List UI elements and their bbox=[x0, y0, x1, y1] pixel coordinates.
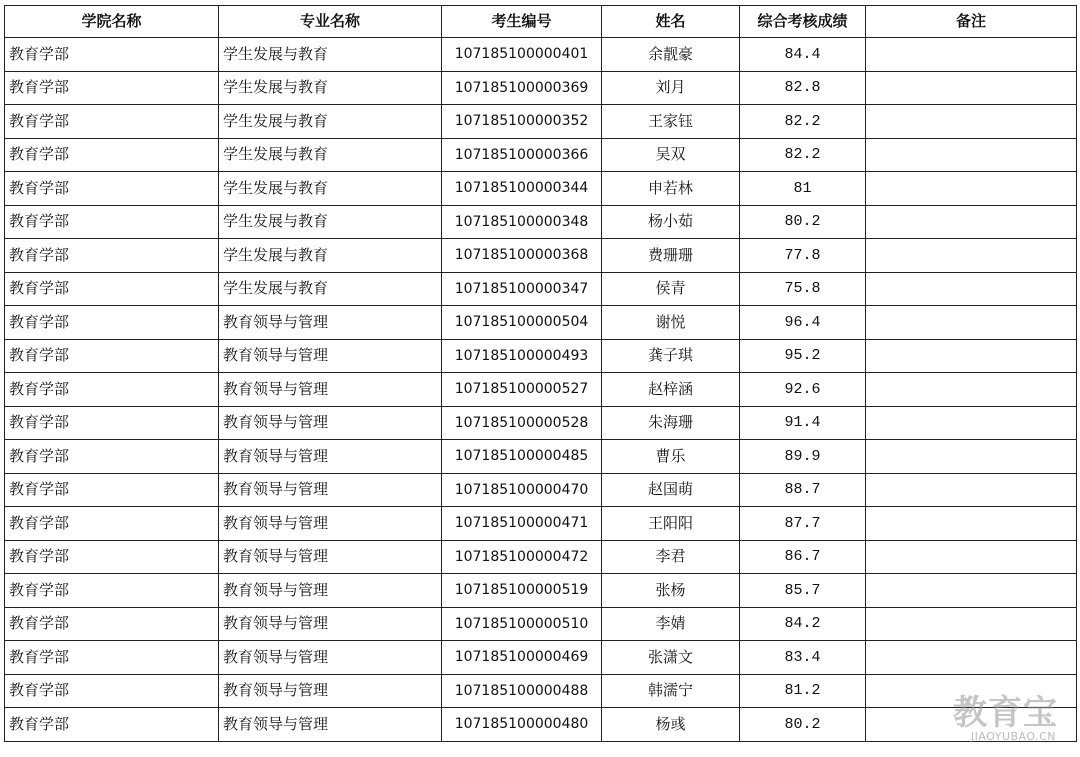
header-candidate-id: 考生编号 bbox=[442, 6, 602, 38]
cell-candidate-id: 107185100000347 bbox=[442, 272, 602, 306]
cell-candidate-id: 107185100000470 bbox=[442, 473, 602, 507]
header-score: 综合考核成绩 bbox=[740, 6, 866, 38]
cell-score: 96.4 bbox=[740, 306, 866, 340]
cell-remarks bbox=[866, 440, 1077, 474]
table-row bbox=[5, 138, 1077, 172]
cell-score: 92.6 bbox=[740, 373, 866, 407]
cell-candidate-id: 107185100000368 bbox=[442, 239, 602, 273]
cell-candidate-id: 107185100000348 bbox=[442, 205, 602, 239]
header-college: 学院名称 bbox=[5, 6, 219, 38]
results-sheet bbox=[4, 5, 1076, 753]
cell-name: 朱海珊 bbox=[602, 406, 740, 440]
cell-college: 教育学部 bbox=[5, 708, 219, 742]
cell-major: 学生发展与教育 bbox=[219, 138, 442, 172]
cell-candidate-id: 107185100000493 bbox=[442, 339, 602, 373]
cell-major: 学生发展与教育 bbox=[219, 71, 442, 105]
table-row bbox=[5, 507, 1077, 541]
cell-remarks bbox=[866, 172, 1077, 206]
table-row bbox=[5, 641, 1077, 675]
cell-candidate-id: 107185100000472 bbox=[442, 540, 602, 574]
cell-remarks bbox=[866, 306, 1077, 340]
cell-college: 教育学部 bbox=[5, 540, 219, 574]
table-row bbox=[5, 105, 1077, 139]
table-row bbox=[5, 574, 1077, 608]
cell-remarks bbox=[866, 38, 1077, 72]
cell-candidate-id: 107185100000519 bbox=[442, 574, 602, 608]
cell-name: 王家钰 bbox=[602, 105, 740, 139]
cell-college: 教育学部 bbox=[5, 373, 219, 407]
cell-college: 教育学部 bbox=[5, 406, 219, 440]
cell-college: 教育学部 bbox=[5, 71, 219, 105]
cell-remarks bbox=[866, 239, 1077, 273]
cell-name: 吴双 bbox=[602, 138, 740, 172]
cell-major: 教育领导与管理 bbox=[219, 674, 442, 708]
table-body bbox=[5, 38, 1077, 742]
cell-college: 教育学部 bbox=[5, 138, 219, 172]
table-row bbox=[5, 205, 1077, 239]
table-row bbox=[5, 339, 1077, 373]
cell-score: 80.2 bbox=[740, 205, 866, 239]
cell-major: 教育领导与管理 bbox=[219, 641, 442, 675]
cell-college: 教育学部 bbox=[5, 172, 219, 206]
table-header-row bbox=[5, 6, 1077, 38]
cell-major: 教育领导与管理 bbox=[219, 708, 442, 742]
header-major: 专业名称 bbox=[219, 6, 442, 38]
cell-remarks bbox=[866, 373, 1077, 407]
cell-college: 教育学部 bbox=[5, 507, 219, 541]
header-remarks: 备注 bbox=[866, 6, 1077, 38]
cell-score: 77.8 bbox=[740, 239, 866, 273]
cell-candidate-id: 107185100000480 bbox=[442, 708, 602, 742]
cell-name: 赵国萌 bbox=[602, 473, 740, 507]
cell-remarks bbox=[866, 641, 1077, 675]
cell-name: 侯青 bbox=[602, 272, 740, 306]
table-row bbox=[5, 708, 1077, 742]
cell-college: 教育学部 bbox=[5, 205, 219, 239]
cell-college: 教育学部 bbox=[5, 574, 219, 608]
table-row bbox=[5, 373, 1077, 407]
cell-candidate-id: 107185100000352 bbox=[442, 105, 602, 139]
cell-major: 教育领导与管理 bbox=[219, 607, 442, 641]
table-row bbox=[5, 239, 1077, 273]
cell-remarks bbox=[866, 708, 1077, 742]
table-row bbox=[5, 38, 1077, 72]
cell-name: 曹乐 bbox=[602, 440, 740, 474]
cell-score: 82.2 bbox=[740, 105, 866, 139]
cell-remarks bbox=[866, 674, 1077, 708]
cell-major: 教育领导与管理 bbox=[219, 540, 442, 574]
cell-name: 龚子琪 bbox=[602, 339, 740, 373]
cell-score: 82.2 bbox=[740, 138, 866, 172]
cell-name: 赵梓涵 bbox=[602, 373, 740, 407]
cell-college: 教育学部 bbox=[5, 440, 219, 474]
cell-remarks bbox=[866, 574, 1077, 608]
results-table bbox=[4, 5, 1077, 742]
cell-name: 张杨 bbox=[602, 574, 740, 608]
table-row bbox=[5, 172, 1077, 206]
watermark-url: JIAOYUBAO.CN bbox=[970, 730, 1056, 743]
cell-score: 85.7 bbox=[740, 574, 866, 608]
cell-college: 教育学部 bbox=[5, 674, 219, 708]
cell-candidate-id: 107185100000510 bbox=[442, 607, 602, 641]
table-row bbox=[5, 306, 1077, 340]
table-row bbox=[5, 406, 1077, 440]
cell-major: 学生发展与教育 bbox=[219, 205, 442, 239]
cell-major: 教育领导与管理 bbox=[219, 373, 442, 407]
cell-major: 教育领导与管理 bbox=[219, 574, 442, 608]
cell-major: 学生发展与教育 bbox=[219, 272, 442, 306]
cell-score: 82.8 bbox=[740, 71, 866, 105]
cell-name: 王阳阳 bbox=[602, 507, 740, 541]
cell-major: 学生发展与教育 bbox=[219, 38, 442, 72]
cell-score: 95.2 bbox=[740, 339, 866, 373]
cell-score: 87.7 bbox=[740, 507, 866, 541]
cell-score: 75.8 bbox=[740, 272, 866, 306]
cell-score: 83.4 bbox=[740, 641, 866, 675]
cell-name: 韩濡宁 bbox=[602, 674, 740, 708]
cell-college: 教育学部 bbox=[5, 38, 219, 72]
cell-candidate-id: 107185100000366 bbox=[442, 138, 602, 172]
cell-candidate-id: 107185100000485 bbox=[442, 440, 602, 474]
cell-score: 80.2 bbox=[740, 708, 866, 742]
cell-name: 谢悦 bbox=[602, 306, 740, 340]
cell-candidate-id: 107185100000369 bbox=[442, 71, 602, 105]
cell-remarks bbox=[866, 473, 1077, 507]
cell-candidate-id: 107185100000401 bbox=[442, 38, 602, 72]
cell-name: 张潇文 bbox=[602, 641, 740, 675]
cell-major: 教育领导与管理 bbox=[219, 406, 442, 440]
cell-score: 84.2 bbox=[740, 607, 866, 641]
watermark-text: 教育宝 bbox=[953, 693, 1058, 733]
table-row bbox=[5, 71, 1077, 105]
table-row bbox=[5, 540, 1077, 574]
table-row bbox=[5, 473, 1077, 507]
cell-college: 教育学部 bbox=[5, 641, 219, 675]
cell-remarks bbox=[866, 105, 1077, 139]
cell-score: 91.4 bbox=[740, 406, 866, 440]
cell-remarks bbox=[866, 406, 1077, 440]
cell-candidate-id: 107185100000344 bbox=[442, 172, 602, 206]
cell-remarks bbox=[866, 339, 1077, 373]
cell-remarks bbox=[866, 607, 1077, 641]
cell-remarks bbox=[866, 507, 1077, 541]
cell-remarks bbox=[866, 138, 1077, 172]
cell-name: 刘月 bbox=[602, 71, 740, 105]
cell-candidate-id: 107185100000528 bbox=[442, 406, 602, 440]
cell-name: 李婧 bbox=[602, 607, 740, 641]
cell-candidate-id: 107185100000469 bbox=[442, 641, 602, 675]
cell-major: 教育领导与管理 bbox=[219, 339, 442, 373]
cell-college: 教育学部 bbox=[5, 607, 219, 641]
cell-score: 84.4 bbox=[740, 38, 866, 72]
cell-college: 教育学部 bbox=[5, 306, 219, 340]
cell-name: 杨彧 bbox=[602, 708, 740, 742]
cell-major: 教育领导与管理 bbox=[219, 440, 442, 474]
cell-remarks bbox=[866, 205, 1077, 239]
cell-college: 教育学部 bbox=[5, 105, 219, 139]
cell-candidate-id: 107185100000488 bbox=[442, 674, 602, 708]
cell-name: 杨小茹 bbox=[602, 205, 740, 239]
cell-major: 教育领导与管理 bbox=[219, 507, 442, 541]
table-row bbox=[5, 607, 1077, 641]
cell-score: 86.7 bbox=[740, 540, 866, 574]
cell-score: 89.9 bbox=[740, 440, 866, 474]
cell-name: 李君 bbox=[602, 540, 740, 574]
cell-college: 教育学部 bbox=[5, 339, 219, 373]
cell-candidate-id: 107185100000504 bbox=[442, 306, 602, 340]
cell-candidate-id: 107185100000471 bbox=[442, 507, 602, 541]
cell-major: 学生发展与教育 bbox=[219, 239, 442, 273]
cell-college: 教育学部 bbox=[5, 272, 219, 306]
cell-major: 教育领导与管理 bbox=[219, 306, 442, 340]
cell-major: 教育领导与管理 bbox=[219, 473, 442, 507]
cell-major: 学生发展与教育 bbox=[219, 105, 442, 139]
table-row bbox=[5, 440, 1077, 474]
header-name: 姓名 bbox=[602, 6, 740, 38]
cell-college: 教育学部 bbox=[5, 239, 219, 273]
cell-score: 81 bbox=[740, 172, 866, 206]
cell-remarks bbox=[866, 71, 1077, 105]
cell-remarks bbox=[866, 540, 1077, 574]
table-row bbox=[5, 272, 1077, 306]
cell-score: 88.7 bbox=[740, 473, 866, 507]
cell-score: 81.2 bbox=[740, 674, 866, 708]
cell-college: 教育学部 bbox=[5, 473, 219, 507]
cell-name: 费珊珊 bbox=[602, 239, 740, 273]
cell-name: 余靓豪 bbox=[602, 38, 740, 72]
cell-candidate-id: 107185100000527 bbox=[442, 373, 602, 407]
table-row bbox=[5, 674, 1077, 708]
cell-name: 申若林 bbox=[602, 172, 740, 206]
cell-major: 学生发展与教育 bbox=[219, 172, 442, 206]
cell-remarks bbox=[866, 272, 1077, 306]
